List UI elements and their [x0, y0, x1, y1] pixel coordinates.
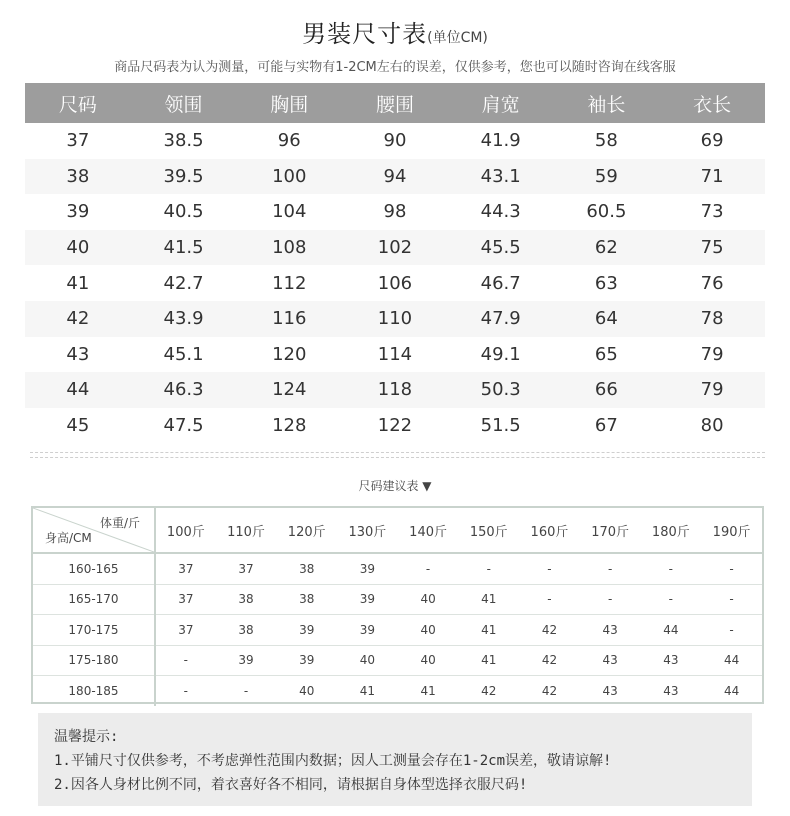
column-header: 肩宽: [448, 83, 554, 123]
table-row: [25, 408, 765, 444]
dotted-divider: [30, 452, 765, 458]
table-cell: 118: [342, 372, 448, 408]
recommend-cell: -: [519, 584, 580, 615]
recommend-cell: 40: [398, 584, 459, 615]
recommend-cell: 44: [701, 645, 762, 676]
table-cell: 46.3: [131, 372, 237, 408]
weight-header: 190斤: [701, 508, 762, 553]
recommend-cell: 41: [458, 645, 519, 676]
table-row: [25, 337, 765, 373]
recommend-cell: -: [580, 553, 641, 584]
table-cell: 124: [236, 372, 342, 408]
table-cell: 69: [700, 130, 724, 152]
column-header: 领围: [131, 83, 237, 123]
table-cell: 90: [383, 130, 407, 152]
table-cell: 122: [377, 415, 413, 437]
table-row: [25, 372, 765, 408]
table-cell: 75: [659, 230, 765, 266]
column-header: 胸围: [236, 83, 342, 123]
table-cell: 37: [66, 130, 90, 152]
recommend-cell: 42: [519, 615, 580, 646]
recommend-cell: 41: [420, 683, 436, 698]
recommend-title: 尺码建议表 ▼: [358, 479, 432, 493]
recommend-cell: 39: [216, 645, 277, 676]
recommend-cell: 41: [458, 584, 519, 615]
height-range-cell: 160-165: [33, 553, 155, 584]
table-cell: 50.3: [448, 372, 554, 408]
recommend-cell: 44: [723, 683, 740, 698]
recommend-cell: 40: [299, 683, 315, 698]
recommend-cell: 39: [337, 615, 398, 646]
recommend-cell: 42: [481, 683, 497, 698]
page-title: [0, 14, 790, 49]
title-text: 男装尺寸表: [302, 20, 428, 48]
table-cell: 45.5: [448, 230, 554, 266]
table-cell: 47.9: [448, 301, 554, 337]
recommend-row: [33, 645, 762, 676]
table-cell: 110: [342, 301, 448, 337]
recommend-cell: -: [458, 553, 519, 584]
table-cell: 59: [554, 159, 660, 195]
weight-header: 100斤: [155, 508, 216, 553]
table-cell: 79: [700, 343, 724, 365]
table-cell: 44: [25, 372, 131, 408]
recommend-table: [33, 508, 762, 706]
table-row: [25, 265, 765, 301]
table-cell: 108: [236, 230, 342, 266]
table-cell: 38.5: [163, 130, 204, 152]
table-cell: 51.5: [480, 415, 521, 437]
size-table: [25, 83, 765, 443]
recommend-row: [33, 584, 762, 615]
table-cell: 45: [66, 415, 90, 437]
table-cell: 73: [700, 201, 724, 223]
recommend-cell: 37: [216, 553, 277, 584]
recommend-cell: 37: [155, 553, 216, 584]
table-cell: 114: [377, 343, 413, 365]
table-cell: 43.9: [131, 301, 237, 337]
recommend-header-row: [33, 508, 762, 553]
table-cell: 66: [554, 372, 660, 408]
table-cell: 43: [66, 343, 90, 365]
table-cell: 41.9: [480, 130, 521, 152]
recommend-cell: -: [701, 584, 762, 615]
column-header: 腰围: [342, 83, 448, 123]
table-row: [25, 230, 765, 266]
table-cell: 62: [554, 230, 660, 266]
table-cell: 49.1: [480, 343, 521, 365]
table-cell: 45.1: [163, 343, 204, 365]
table-cell: 80: [700, 415, 724, 437]
tips-line-1: 1.平铺尺寸仅供参考，不考虑弹性范围内数据；因人工测量会存在1-2cm误差，敬请谅解!: [54, 753, 612, 769]
column-header: 衣长: [659, 83, 765, 123]
recommend-cell: 40: [398, 645, 459, 676]
recommend-cell: 38: [276, 584, 337, 615]
table-cell: 71: [659, 159, 765, 195]
recommend-cell: 40: [337, 645, 398, 676]
height-range-cell: 175-180: [33, 645, 155, 676]
table-cell: 100: [236, 159, 342, 195]
recommend-cell: 39: [337, 553, 398, 584]
height-range-cell: 170-175: [33, 615, 155, 646]
size-table-header-row: [25, 83, 765, 123]
column-header: 袖长: [554, 83, 660, 123]
recommend-cell: 42: [519, 645, 580, 676]
recommend-cell: 39: [337, 584, 398, 615]
table-cell: 65: [594, 343, 618, 365]
tips-heading: 温馨提示:: [54, 729, 119, 745]
table-cell: 42.7: [163, 272, 204, 294]
table-cell: 39.5: [131, 159, 237, 195]
recommend-row: [33, 615, 762, 646]
recommend-cell: 38: [216, 584, 277, 615]
recommend-cell: 43: [602, 683, 618, 698]
recommend-cell: 38: [276, 553, 337, 584]
height-range-cell: 165-170: [33, 584, 155, 615]
recommend-cell: -: [580, 584, 641, 615]
recommend-cell: -: [183, 683, 189, 698]
table-row: [25, 301, 765, 337]
table-cell: 120: [272, 343, 307, 365]
recommend-cell: 39: [276, 615, 337, 646]
corner-weight-label: 体重/斤: [99, 516, 140, 530]
table-cell: 40.5: [163, 201, 204, 223]
table-cell: 43.1: [448, 159, 554, 195]
recommend-row: [33, 553, 762, 584]
table-cell: 76: [700, 272, 724, 294]
table-cell: 41.5: [131, 230, 237, 266]
table-cell: 60.5: [586, 201, 627, 223]
tips-box: [38, 713, 752, 806]
table-cell: 96: [277, 130, 301, 152]
recommend-cell: -: [519, 553, 580, 584]
table-cell: 78: [659, 301, 765, 337]
recommend-cell: 39: [276, 645, 337, 676]
table-cell: 38: [25, 159, 131, 195]
weight-header: 110斤: [216, 508, 277, 553]
table-cell: 39: [66, 201, 90, 223]
weight-header: 140斤: [398, 508, 459, 553]
table-row: [25, 194, 765, 230]
table-cell: 64: [554, 301, 660, 337]
recommend-cell: -: [701, 615, 762, 646]
weight-header: 160斤: [519, 508, 580, 553]
recommend-cell: -: [243, 683, 249, 698]
table-cell: 41: [66, 272, 90, 294]
height-range-cell: 180-185: [33, 676, 155, 706]
recommend-cell: 37: [155, 584, 216, 615]
corner-cell: [33, 508, 155, 553]
recommend-table-frame: [31, 506, 764, 704]
recommend-cell: 43: [580, 615, 641, 646]
table-cell: 63: [594, 272, 618, 294]
weight-header: 180斤: [641, 508, 702, 553]
recommend-cell: 40: [398, 615, 459, 646]
recommend-row: [33, 676, 762, 706]
weight-header: 150斤: [458, 508, 519, 553]
table-cell: 58: [594, 130, 618, 152]
table-cell: 47.5: [163, 415, 204, 437]
corner-height-label: 身高/CM: [45, 531, 92, 545]
table-cell: 128: [272, 415, 307, 437]
table-cell: 46.7: [480, 272, 521, 294]
recommend-cell: -: [641, 584, 702, 615]
table-cell: 42: [25, 301, 131, 337]
tips-line-2: 2.因各人身材比例不同，着衣喜好各不相同，请根据自身体型选择衣服尺码!: [54, 777, 528, 793]
table-cell: 112: [272, 272, 307, 294]
recommend-cell: -: [155, 645, 216, 676]
recommend-cell: 43: [641, 645, 702, 676]
recommend-cell: 43: [663, 683, 679, 698]
table-cell: 44.3: [480, 201, 521, 223]
table-cell: 40: [25, 230, 131, 266]
table-cell: 79: [659, 372, 765, 408]
recommend-cell: 41: [458, 615, 519, 646]
table-cell: 67: [594, 415, 618, 437]
table-cell: 102: [342, 230, 448, 266]
recommend-cell: 42: [541, 683, 558, 698]
recommend-cell: -: [701, 553, 762, 584]
weight-header: 130斤: [337, 508, 398, 553]
table-row: [25, 159, 765, 195]
table-cell: 98: [383, 201, 407, 223]
weight-header: 170斤: [580, 508, 641, 553]
recommend-cell: -: [398, 553, 459, 584]
table-cell: 106: [377, 272, 413, 294]
page-subtitle: 商品尺码表为认为测量，可能与实物有1-2CM左右的误差，仅供参考，您也可以随时咨询在线客服: [114, 60, 676, 75]
table-cell: 116: [236, 301, 342, 337]
table-row: [25, 123, 765, 159]
recommend-cell: 37: [155, 615, 216, 646]
table-cell: 104: [272, 201, 307, 223]
recommend-cell: -: [641, 553, 702, 584]
recommend-cell: 38: [216, 615, 277, 646]
title-unit: (单位CM): [427, 30, 488, 46]
recommend-cell: 44: [641, 615, 702, 646]
table-cell: 94: [342, 159, 448, 195]
recommend-cell: 43: [580, 645, 641, 676]
recommend-cell: 41: [359, 683, 376, 698]
column-header: 尺码: [25, 83, 131, 123]
weight-header: 120斤: [276, 508, 337, 553]
